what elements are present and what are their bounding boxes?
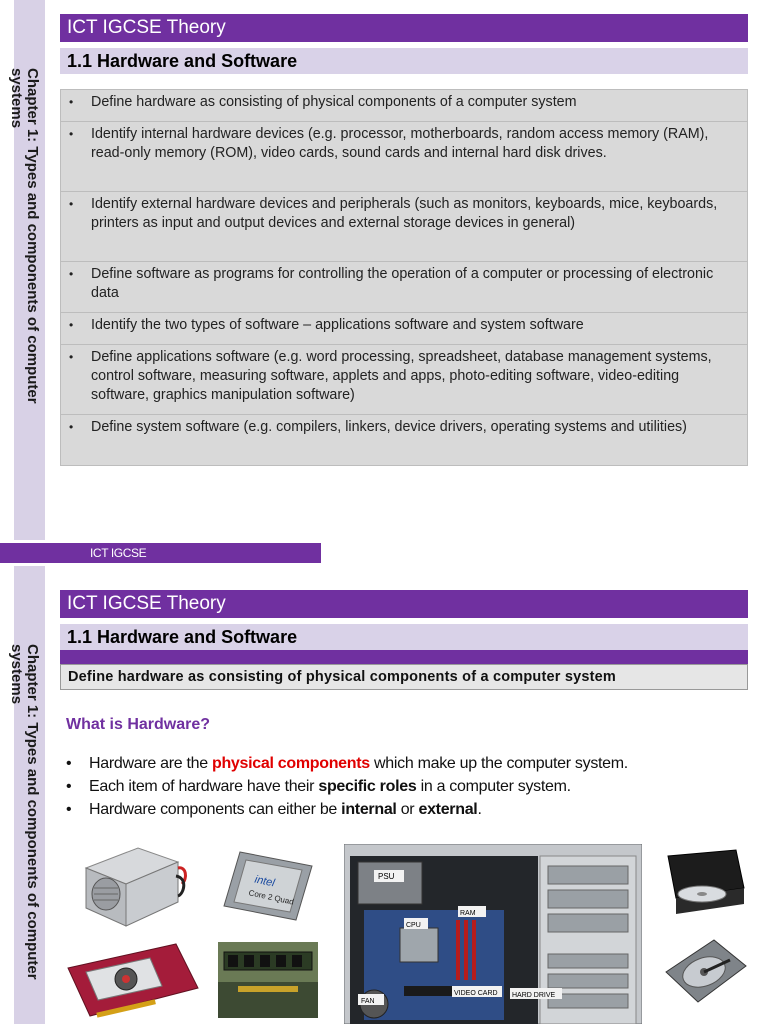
bullet-icon: •: [69, 318, 74, 332]
slide-footer: ICT IGCSE: [0, 543, 321, 563]
chapter-side-label: [0, 566, 45, 1024]
cpu-model-text: Core 2 Quad: [247, 888, 295, 907]
bullet-icon: •: [69, 127, 74, 141]
case-label-cpu: CPU: [406, 922, 421, 929]
chapter-line-1: Chapter 1: Types and components of computer: [24, 644, 41, 980]
bullet-icon: •: [69, 350, 74, 364]
objectives-table: [60, 89, 748, 466]
case-label-video-card: VIDEO CARD: [454, 990, 498, 997]
bullet-icon: •: [69, 267, 74, 281]
slide-subtitle: 1.1 Hardware and Software: [60, 624, 748, 650]
case-label-psu: PSU: [378, 872, 395, 881]
bullet-icon: •: [69, 197, 74, 211]
table-row: [61, 122, 748, 192]
cpu-chip-image: [222, 848, 314, 924]
divider-bar: [60, 650, 748, 664]
case-label-ram: RAM: [460, 910, 476, 917]
table-row: [61, 415, 748, 466]
video-card-image: [66, 938, 200, 1024]
highlight-text: physical components: [211, 755, 370, 772]
bullet-icon: •: [69, 420, 74, 434]
chapter-line-2: systems: [8, 68, 25, 129]
table-row: [61, 90, 748, 122]
objective-text: Define hardware as consisting of physical components of a computer system: [91, 94, 577, 110]
objective-box: Define hardware as consisting of physical components of a computer system: [60, 664, 748, 690]
computer-case-image: [344, 844, 642, 1024]
list-item: • Hardware are the physical components which make up the computer system.: [66, 752, 628, 775]
list-item: • Each item of hardware have their specific roles in a computer system.: [66, 775, 628, 798]
chapter-line-1: Chapter 1: Types and components of computer: [24, 68, 41, 404]
objective-text: Define system software (e.g. compilers, linkers, device drivers, operating systems and utilities): [91, 419, 687, 435]
slide-subtitle: 1.1 Hardware and Software: [60, 48, 748, 74]
slide-2: [0, 566, 768, 1024]
table-row: [61, 192, 748, 262]
table-row: [61, 345, 748, 415]
objective-text: Define applications software (e.g. word processing, spreadsheet, database management systems, control software, measuring software, applets and apps, photo-editing software, video-editing software, graphics manipulation software): [91, 349, 712, 403]
hard-disk-image: [664, 936, 748, 1006]
case-label-fan: FAN: [361, 998, 375, 1005]
case-label-hard-drive: HARD DRIVE: [512, 992, 556, 999]
slide-title: ICT IGCSE Theory: [60, 590, 748, 618]
bold-text: internal: [341, 801, 397, 818]
cpu-brand-text: intel: [253, 873, 276, 890]
hardware-bullet-list: [66, 752, 628, 821]
ram-module-image: [218, 942, 318, 1018]
bold-text: specific roles: [318, 778, 417, 795]
power-supply-image: [78, 838, 190, 930]
slide-title: ICT IGCSE Theory: [60, 14, 748, 42]
chapter-line-2: systems: [8, 644, 25, 705]
bullet-icon: •: [66, 755, 72, 772]
list-item: • Hardware components can either be internal or external.: [66, 798, 628, 821]
table-row: [61, 313, 748, 345]
objective-text: Identify the two types of software – applications software and system software: [91, 317, 584, 333]
dvd-drive-image: [666, 848, 746, 920]
bold-text: external: [418, 801, 478, 818]
section-heading: What is Hardware?: [66, 716, 211, 733]
bullet-icon: •: [66, 778, 72, 795]
table-row: [61, 262, 748, 313]
objective-text: Identify internal hardware devices (e.g. processor, motherboards, random access memory (RAM), read-only memory (ROM), video cards, sound cards and internal hard disk drives.: [91, 126, 709, 161]
bullet-icon: •: [66, 801, 72, 818]
bullet-icon: •: [69, 95, 74, 109]
objective-text: Define software as programs for controlling the operation of a computer or processing of electronic data: [91, 266, 714, 301]
chapter-side-label: [0, 0, 45, 540]
objective-text: Identify external hardware devices and peripherals (such as monitors, keyboards, mice, keyboards, printers as input and output devices and external storage devices in general): [91, 196, 718, 231]
